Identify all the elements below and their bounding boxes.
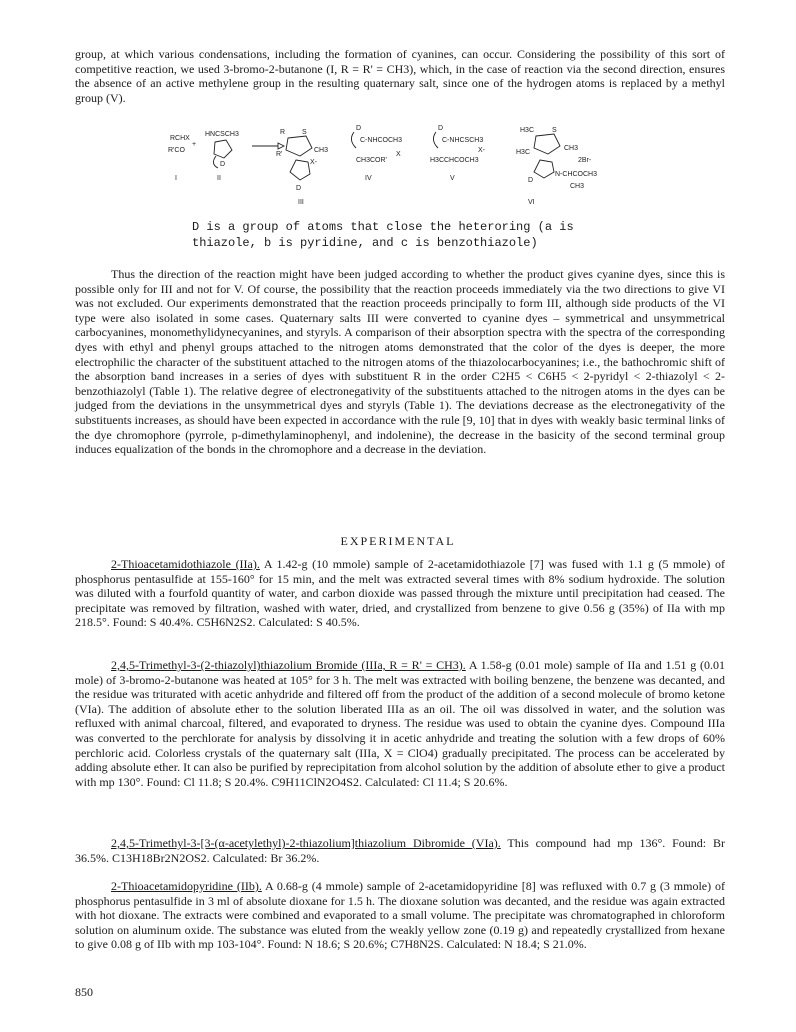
scheme-plus: + [192,141,197,148]
discussion-text: Thus the direction of the reaction might have been judged according to whether the product gives cyanine dyes, since this is possible only for III and not for V. Of course, the possibility that the reaction proceeds immediately via the two directions to give VI was not excluded. Our experiments demonstrated that the reaction proceeds principally to form III, although side products of the VI type were also isolated in some cases. Quaternary salts III were converted to cyanine dyes – symmetrical and unsymmetrical carbocyanines, monomethylidynecyanines, and styryls. A comparison of their absorption spectra with the spectra of the corresponding dyes with ethyl and phenyl groups attached to the nitrogen atoms demonstrated that the color of the dyes is deeper, the more electrophilic the character of the substituent attached to the nitrogen atoms of the thiazolocarbocyanines; i.e., the bathochromic shift of the absorption band increases in a series of dyes with substituent R in the order C2H5 < C6H5 < 2-pyridyl < 2-thiazolyl < 2-benzothiazolyl (Table 1). The relative degree of electronegativity of the substituents attached to the nitrogen atoms in the dyes can be judged from the deviations in the unsymmetrical dyes and styryls (Table 1). The deviations decrease as the electronegativity of the substituents increases, as should have been expected in accordance with the rule [9, 10] that in dyes with weakly basic terminal links of the dye chromophore (pyrrole, p-dimethylaminophenyl, and indolenine), the decrease in the basicity of the second terminal group induces equalization of the bonds in the chromophore and a decrease in the deviation. [75,267,725,457]
scheme-vi-br: 2Br- [578,157,592,164]
scheme-v-bottom: H3CCHCOCH3 [430,157,479,164]
scheme-label-vi: VI [528,199,535,206]
scheme-ii-top: HNCSCH3 [205,131,239,138]
scheme-vi-ch3: CH3 [564,145,579,152]
scheme-v-top: C-NHCSCH3 [442,137,484,144]
scheme-v-x: X- [478,147,485,154]
section-heading: EXPERIMENTAL [340,534,456,548]
exp2-text: A 1.58-g (0.01 mole) sample of IIa and 1.51 g (0.01 mole) of 3-bromo-2-butanone was heated at 105° for 3 h. The melt was extracted with boiling benzene, the benzene was decanted, and the residue was triturated with acetic anhydride and filtered off from the product of the addition of a second molecule of bromo ketone (VIa). The addition of absolute ether to the solution liberated IIIa as an oil. The oil was dissolved in water, and the solution was refluxed with animal charcoal, filtered, and evaporated to dryness. The residue was used to obtain the cyanine dyes. Compound IIIa was converted to the perchlorate for analysis by dissolving it in acetic anhydride and treating the solution with a few drops of 60% perchloric acid. Colorless crystals of the quaternary salt (IIIa, X = ClO4) gradually precipitated. The process can be accelerated by adding absolute ether. It can also be purified by reprecipitation from alcohol solution by the addition of absolute ether to give a product with mp 130°. Found: Cl 11.8; S 20.4%. C9H11ClN2O4S2. Calculated: Cl 11.4; S 20.6%. [75,658,726,789]
experimental-iia [75,557,725,630]
scheme-label-v: V [450,175,455,182]
scheme-vi-h3c: H3C [516,149,531,156]
scheme-iv-d: D [356,125,362,132]
scheme-label-i: I [175,175,177,182]
scheme-vi-h3c-top: H3C [520,127,535,134]
scheme-iii-ring [286,136,312,156]
exp4-title: 2-Thioacetamidopyridine (IIb). [111,879,262,893]
exp3-text: This compound had mp 136°. Found: Br 36.5%. C13H18Br2N2OS2. Calculated: Br 36.2%. [75,836,725,865]
scheme-iv-arc [351,132,356,148]
scheme-vi-ch3b: CH3 [570,183,585,190]
exp3-title: 2,4,5-Trimethyl-3-[3-(α-acetylethyl)-2-thiazolium]thiazolium Dibromide (VIa). [111,836,501,850]
scheme-iii-x: X- [310,159,317,166]
intro-paragraph [75,47,725,105]
exp1-title: 2-Thioacetamidothiazole (IIa). [111,557,260,571]
scheme-v-d: D [438,125,444,132]
scheme-iii-s: S [302,129,307,136]
reaction-scheme [160,120,640,210]
scheme-ii-ring [214,140,232,158]
scheme-vi-s: S [552,127,557,134]
scheme-arrowhead [278,143,284,149]
scheme-iii-rp: R' [276,151,283,158]
scheme-label-iv: IV [365,175,372,182]
exp1-text: A 1.42-g (10 mmole) sample of 2-acetamidothiazole [7] was fused with 1.1 g (5 mmole) of phosphorus pentasulfide at 155-160° for 15 min, and the melt was extracted several times with 8% sodium hydroxide. The solution was diluted with a fourfold quantity of water, and carbon dioxide was passed through the mixture until precipitation had ceased. The precipitate was removed by filtration, washed with water, dried, and crystallized from benzene to give 0.56 g (35%) of IIa with mp 218.5°. Found: S 40.4%. C5H6N2S2. Calculated: S 40.5%. [75,557,725,630]
scheme-iii-ch3: CH3 [314,147,329,154]
experimental-iib [75,879,725,952]
scheme-v-arc [433,132,438,148]
scheme-ii-d: D [220,161,226,168]
scheme-iv-top: C-NHCOCH3 [360,137,402,144]
scheme-caption: D is a group of atoms that close the heteroring (a is thiazole, b is pyridine, and c is benzothiazole) [192,220,574,250]
scheme-iii-r: R [280,129,286,136]
scheme-i-top: RCHX [170,135,190,142]
scheme-iii-d: D [296,185,302,192]
scheme-i-bottom: R'CO [168,147,185,154]
scheme-iv-x: X [396,151,401,158]
exp2-title: 2,4,5-Trimethyl-3-(2-thiazolyl)thiazolium Bromide (IIIa, R = R' = CH3). [111,658,466,672]
exp4-text: A 0.68-g (4 mmole) sample of 2-acetamidopyridine [8] was refluxed with 0.7 g (3 mmole) of phosphorus pentasulfide in 3 ml of absolute dioxane for 1.5 h. The dioxane solution was decanted, and the residue was again extracted with hot dioxane. The extracts were combined and evaporated to a small volume. The precipitate was chromatographed in chloroform solution on aluminum oxide. The substance was eluted from the weakly yellow zone (0.19 g) and repeatedly crystallized from hexane to give 0.08 g of IIb with mp 103-104°. Found: N 18.6; S 20.6%; C7H8N2S. Calculated: N 18.4; S 21.0%. [75,879,725,952]
scheme-vi-ring2 [534,160,554,178]
page-number: 850 [75,985,93,999]
scheme-label-ii: II [217,175,221,182]
scheme-vi-d: D [528,177,534,184]
discussion-paragraph [75,267,725,457]
experimental-iiia [75,658,725,789]
scheme-vi-ring [534,134,560,154]
scheme-iv-bottom: CH3COR' [356,157,387,164]
scheme-vi-chcoch3: N-CHCOCH3 [555,171,597,178]
scheme-label-iii: III [298,199,304,206]
scheme-iii-ring2 [290,160,310,180]
experimental-via [75,836,725,865]
scheme-ii-d-arc [213,156,218,168]
intro-text: group, at which various condensations, including the formation of cyanines, can occur. Considering the possibility of this sort of competitive reaction, we used 3-bromo-2-butanone (I, R = R' = CH3), which, in the case of reaction via the second direction, ensures the absence of an active methylene group in the resulting quaternary salt, since one of the hydrogen atoms is replaced by a methyl group (V). [75,47,725,105]
